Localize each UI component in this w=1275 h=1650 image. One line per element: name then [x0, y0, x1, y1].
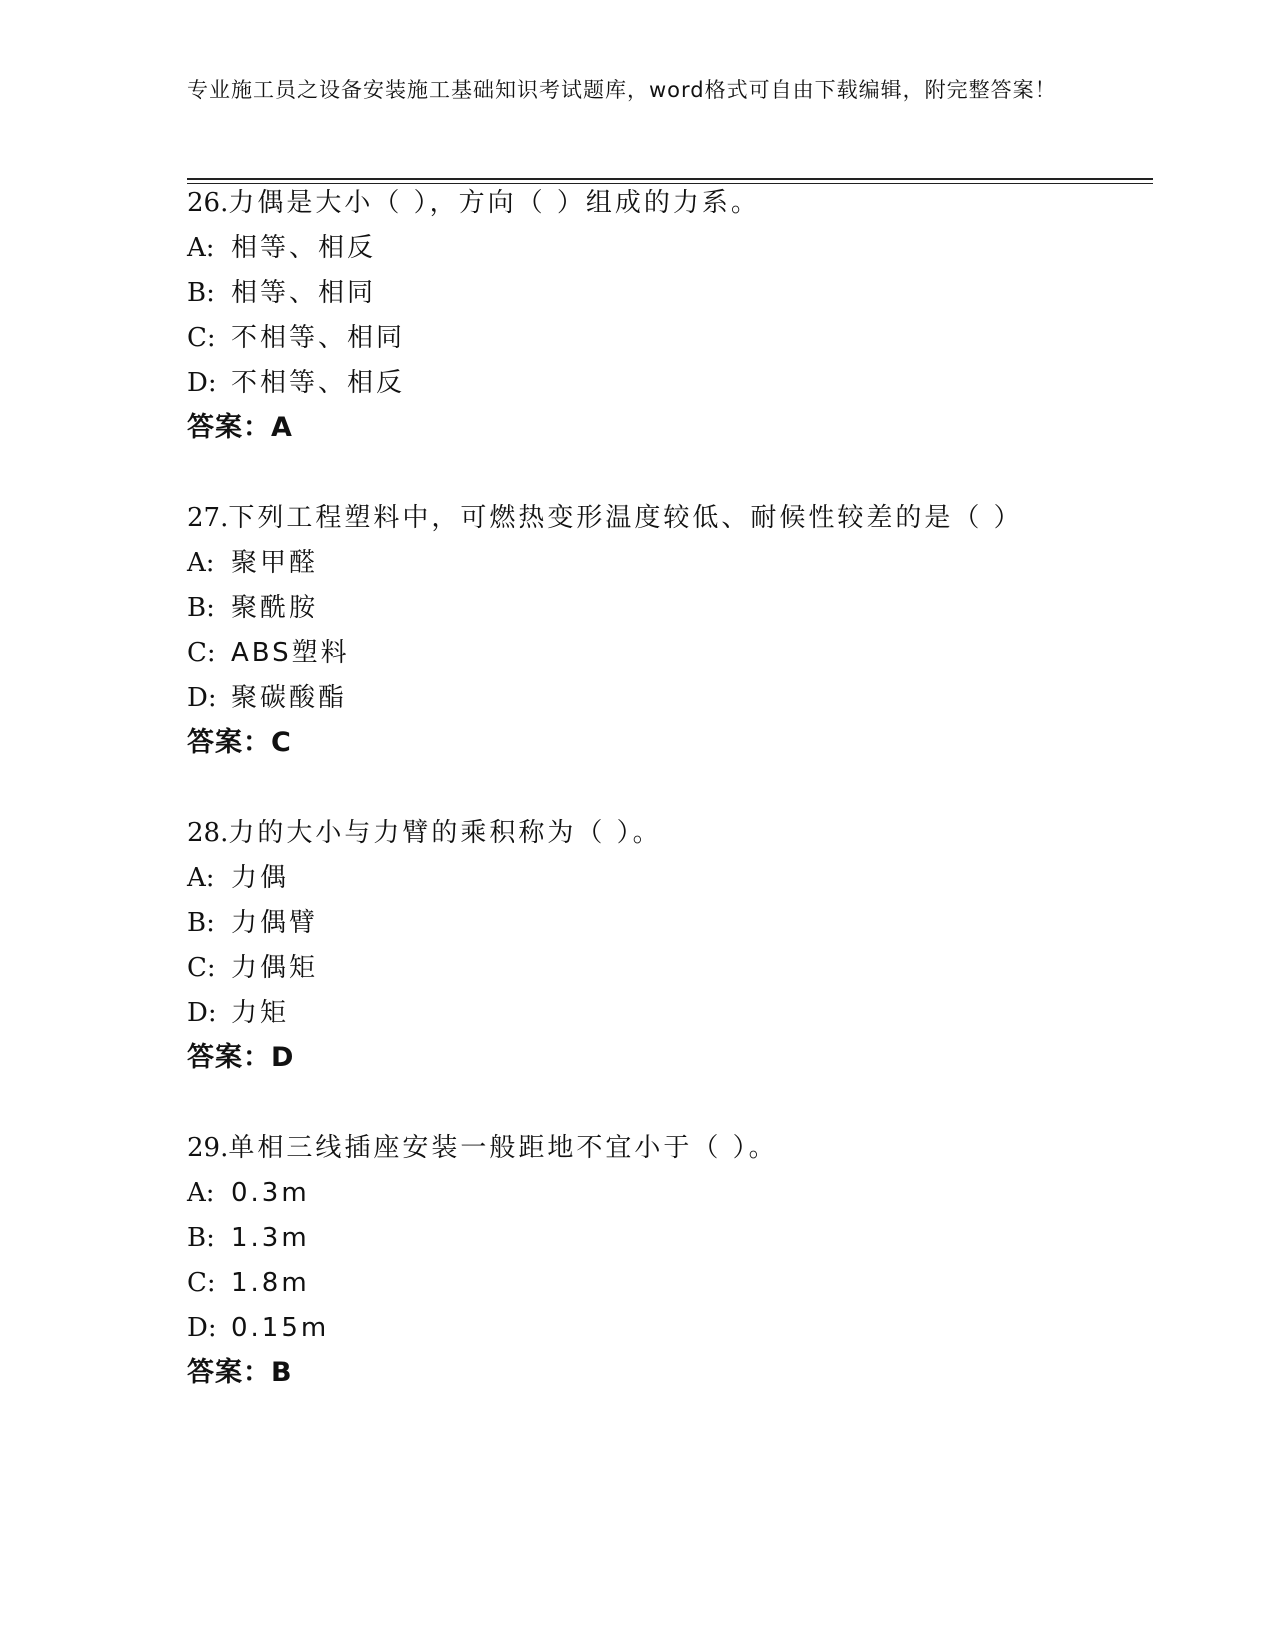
document-intro: 专业施工员之设备安装施工基础知识考试题库，word格式可自由下载编辑，附完整答案！: [187, 78, 1057, 102]
question-text: 下列工程塑料中，可燃热变形温度较低、耐候性较差的是（ ）: [228, 503, 1023, 533]
option-letter: B:: [187, 908, 215, 938]
option-letter: C:: [187, 953, 216, 983]
option-a: [187, 863, 1153, 893]
question-text: 力的大小与力臂的乘积称为（ ）。: [228, 818, 662, 848]
question-number: 28.: [187, 818, 229, 848]
question-stem: [187, 818, 1153, 848]
question-text: 单相三线插座安装一般距地不宜小于（ ）。: [228, 1133, 778, 1163]
option-b: [187, 593, 1153, 623]
option-text: 0.15m: [231, 1313, 330, 1343]
option-d: [187, 368, 1153, 398]
question-number: 26.: [187, 188, 229, 218]
option-letter: A:: [187, 233, 215, 263]
question-stem: [187, 503, 1153, 533]
option-letter: D:: [187, 683, 217, 713]
answer-line: 答案：A: [187, 412, 293, 443]
option-c: [187, 323, 1153, 353]
option-letter: D:: [187, 368, 217, 398]
option-text: 0.3m: [231, 1178, 310, 1208]
option-b: [187, 1223, 1153, 1253]
option-d: [187, 998, 1153, 1028]
option-letter: A:: [187, 1178, 215, 1208]
question-block: [187, 1133, 1153, 1389]
answer-line: 答案：C: [187, 727, 292, 758]
question-stem: [187, 188, 1153, 218]
option-text: 力偶: [231, 863, 290, 893]
question-block: [187, 503, 1153, 759]
question-number: 27.: [187, 503, 229, 533]
option-text: 力偶臂: [231, 908, 319, 938]
option-text: 聚酰胺: [231, 593, 319, 623]
answer-line: 答案：D: [187, 1042, 295, 1073]
option-text: 力偶矩: [231, 953, 319, 983]
option-text: 不相等、相反: [231, 368, 406, 398]
option-text: 不相等、相同: [231, 323, 406, 353]
option-text: 聚甲醛: [231, 548, 319, 578]
option-letter: A:: [187, 548, 215, 578]
option-d: [187, 683, 1153, 713]
option-letter: A:: [187, 863, 215, 893]
option-c: [187, 638, 1153, 668]
option-text: 力矩: [231, 998, 290, 1028]
option-a: [187, 1178, 1153, 1208]
option-letter: B:: [187, 593, 215, 623]
option-text: ABS塑料: [231, 638, 350, 668]
question-text: 力偶是大小（ ），方向（ ）组成的力系。: [228, 188, 760, 218]
question-number: 29.: [187, 1133, 229, 1163]
option-text: 相等、相反: [231, 233, 377, 263]
option-text: 相等、相同: [231, 278, 377, 308]
option-letter: C:: [187, 1268, 216, 1298]
option-letter: B:: [187, 1223, 215, 1253]
option-text: 1.8m: [231, 1268, 310, 1298]
option-text: 1.3m: [231, 1223, 310, 1253]
option-c: [187, 1268, 1153, 1298]
header-divider-thick: [187, 178, 1153, 180]
header-divider-thin: [187, 183, 1153, 184]
option-letter: D:: [187, 1313, 217, 1343]
option-letter: B:: [187, 278, 215, 308]
question-block: [187, 818, 1153, 1074]
option-a: [187, 548, 1153, 578]
option-a: [187, 233, 1153, 263]
option-d: [187, 1313, 1153, 1343]
question-block: [187, 188, 1153, 444]
option-letter: D:: [187, 998, 217, 1028]
option-text: 聚碳酸酯: [231, 683, 348, 713]
option-letter: C:: [187, 323, 216, 353]
option-letter: C:: [187, 638, 216, 668]
option-c: [187, 953, 1153, 983]
option-b: [187, 908, 1153, 938]
answer-line: 答案：B: [187, 1357, 293, 1388]
option-b: [187, 278, 1153, 308]
question-stem: [187, 1133, 1153, 1163]
